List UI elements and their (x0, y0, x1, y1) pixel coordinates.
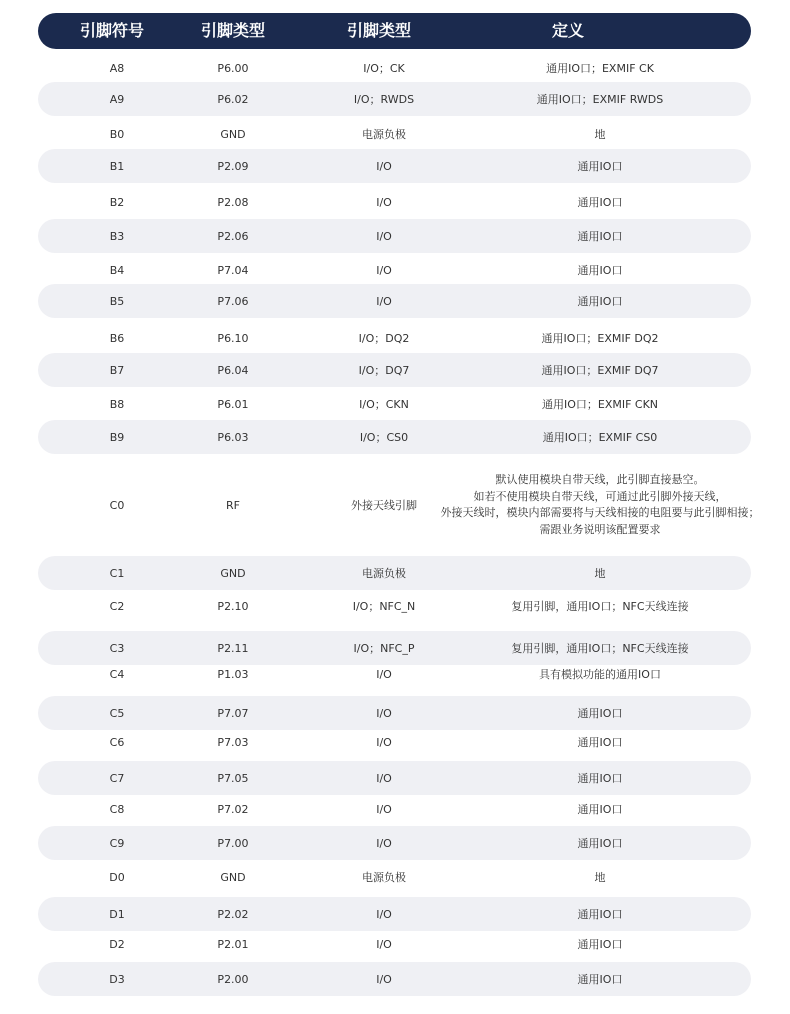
pin-name-cell: P6.02 (217, 92, 249, 106)
pin-name-cell: P6.00 (217, 61, 249, 75)
pin-symbol-cell: C4 (109, 667, 125, 681)
table-row (38, 117, 751, 151)
pin-symbol-cell: D2 (109, 937, 125, 951)
pin-type-cell: I/O (376, 802, 392, 816)
definition-cell (578, 962, 623, 996)
pin-name-cell: P7.04 (217, 263, 249, 277)
pin-type-cell: I/O (376, 263, 392, 277)
definition-cell (542, 387, 658, 421)
pin-symbol-cell: D0 (109, 870, 125, 884)
definition-line: 地 (594, 567, 606, 580)
pin-type-cell: 电源负极 (362, 567, 406, 580)
pin-name-cell: P2.10 (217, 599, 249, 613)
definition-cell (441, 457, 760, 553)
definition-cell (578, 253, 623, 287)
definition-line: 通用IO口 (577, 295, 623, 308)
pin-symbol-cell: C2 (109, 599, 125, 613)
pin-name-cell: P7.02 (217, 802, 249, 816)
definition-cell (543, 420, 658, 454)
definition-cell (578, 149, 623, 183)
table-row (38, 185, 751, 219)
definition-cell (539, 657, 661, 691)
table-row (38, 897, 751, 931)
header-pin-type-2: 引脚类型 (346, 21, 412, 40)
pin-symbol-cell: C0 (109, 498, 125, 512)
table-row (38, 792, 751, 826)
definition-line: 复用引脚，通用IO口；NFC天线连接 (511, 600, 689, 613)
definition-line: 通用IO口 (577, 803, 623, 816)
pin-symbol-cell: C9 (109, 836, 125, 850)
pin-type-cell: I/O (376, 937, 392, 951)
pin-name-cell: P6.04 (217, 363, 249, 377)
table-header (38, 13, 751, 49)
pin-type-cell: I/O；DQ2 (358, 332, 410, 345)
definition-cell (595, 860, 606, 894)
table-row (38, 927, 751, 961)
definition-cell (578, 761, 623, 795)
pin-symbol-cell: B9 (109, 430, 125, 444)
pin-type-cell: I/O (376, 771, 392, 785)
pin-type-cell: I/O (376, 972, 392, 986)
definition-line: 通用IO口 (577, 973, 623, 986)
pin-symbol-cell: B4 (109, 263, 125, 277)
table-row (38, 284, 751, 318)
table-row (38, 321, 751, 355)
pin-symbol-cell: C3 (109, 641, 125, 655)
pin-symbol-cell: C6 (109, 735, 125, 749)
pin-name-cell: P2.06 (217, 229, 249, 243)
pin-symbol-cell: B1 (109, 159, 125, 173)
pin-name-cell: P7.00 (217, 836, 249, 850)
pin-type-cell: I/O；NFC_N (352, 600, 416, 613)
definition-cell (578, 897, 623, 931)
pin-name-cell: P7.03 (217, 735, 249, 749)
table-row (38, 219, 751, 253)
pin-name-cell: RF (226, 498, 240, 512)
pin-name-cell: P7.05 (217, 771, 249, 785)
definition-line: 通用IO口 (577, 772, 623, 785)
definition-line: 通用IO口 (577, 736, 623, 749)
pin-symbol-cell: B7 (109, 363, 125, 377)
table-row (38, 589, 751, 623)
pin-name-cell: P2.01 (217, 937, 249, 951)
definition-line: 通用IO口；EXMIF RWDS (536, 93, 664, 106)
definition-line: 通用IO口；EXMIF CS0 (542, 431, 658, 444)
table-row (38, 420, 751, 454)
pin-symbol-cell: C8 (109, 802, 125, 816)
pin-name-cell: P2.11 (217, 641, 249, 655)
pin-type-cell: I/O；NFC_P (353, 642, 415, 655)
definition-cell (537, 82, 663, 116)
pin-type-cell: I/O (376, 706, 392, 720)
pin-symbol-cell: B5 (109, 294, 125, 308)
definition-line: 地 (594, 128, 606, 141)
definition-line: 通用IO口；EXMIF CK (546, 62, 654, 75)
pin-type-cell: I/O (376, 229, 392, 243)
pin-type-cell: I/O (376, 294, 392, 308)
table-row (38, 387, 751, 421)
pin-type-cell: I/O (376, 195, 392, 209)
definition-line: 通用IO口；EXMIF CKN (541, 398, 659, 411)
pin-symbol-cell: B8 (109, 397, 125, 411)
pin-symbol-cell: B0 (109, 127, 125, 141)
pin-symbol-cell: C7 (109, 771, 125, 785)
pin-name-cell: P6.03 (217, 430, 249, 444)
definition-cell (578, 284, 623, 318)
definition-line: 通用IO口 (577, 938, 623, 951)
definition-line: 通用IO口 (577, 908, 623, 921)
definition-cell (578, 826, 623, 860)
definition-line: 通用IO口 (577, 160, 623, 173)
definition-cell (578, 927, 623, 961)
pin-name-cell: P6.10 (217, 331, 249, 345)
definition-line: 通用IO口 (577, 230, 623, 243)
pin-symbol-cell: D1 (109, 907, 125, 921)
pin-type-cell: I/O (376, 159, 392, 173)
pin-symbol-cell: B6 (109, 331, 125, 345)
table-row (38, 149, 751, 183)
pin-symbol-cell: C1 (109, 566, 125, 580)
definition-line: 外接天线时，模块内部需要将与天线相接的电阻要与此引脚相接； (440, 506, 760, 519)
pin-name-cell: P1.03 (217, 667, 249, 681)
header-pin-symbol: 引脚符号 (79, 21, 145, 40)
pin-name-cell: P7.06 (217, 294, 249, 308)
pin-name-cell: P2.09 (217, 159, 249, 173)
definition-cell (578, 792, 623, 826)
definition-line: 通用IO口 (577, 707, 623, 720)
pin-type-cell: 电源负极 (362, 871, 406, 884)
table-row (38, 353, 751, 387)
definition-cell (595, 117, 606, 151)
pin-name-cell: GND (220, 566, 246, 580)
pin-name-cell: GND (220, 870, 246, 884)
pin-symbol-cell: A8 (109, 61, 125, 75)
definition-line: 默认使用模块自带天线，此引脚直接悬空。 (495, 473, 705, 486)
header-definition: 定义 (551, 21, 585, 40)
pin-type-cell: I/O；CKN (359, 398, 409, 411)
pin-type-cell: 电源负极 (362, 128, 406, 141)
pin-symbol-cell: A9 (109, 92, 125, 106)
definition-line: 需跟业务说明该配置要求 (539, 522, 661, 536)
table-row (38, 51, 751, 85)
pin-type-cell: I/O (376, 836, 392, 850)
pin-type-cell: 外接天线引脚 (351, 499, 417, 512)
definition-line: 通用IO口 (577, 837, 623, 850)
table-row (38, 457, 760, 553)
table-row (38, 761, 751, 795)
pin-type-cell: I/O；CS0 (359, 431, 409, 444)
pin-type-cell: I/O (376, 735, 392, 749)
pin-symbol-cell: B2 (109, 195, 125, 209)
table-row (38, 725, 751, 759)
pin-name-cell: P7.07 (217, 706, 249, 720)
definition-line: 地 (594, 871, 606, 884)
pin-type-cell: I/O (376, 667, 392, 681)
table-row (38, 82, 751, 116)
header-pin-type: 引脚类型 (200, 21, 266, 40)
pin-name-cell: P2.08 (217, 195, 249, 209)
definition-cell (511, 589, 688, 623)
definition-line: 如若不使用模块自带天线，可通过此引脚外接天线， (473, 489, 727, 503)
table-row (38, 657, 751, 691)
table-row (38, 826, 751, 860)
pin-type-cell: I/O；DQ7 (358, 364, 410, 377)
definition-cell (595, 556, 606, 590)
definition-cell (578, 725, 623, 759)
definition-line: 具有模拟功能的通用IO口 (539, 668, 661, 681)
pin-symbol-cell: B3 (109, 229, 125, 243)
table-row (38, 253, 751, 287)
definition-line: 复用引脚，通用IO口；NFC天线连接 (511, 642, 689, 655)
pin-type-cell: I/O；RWDS (353, 93, 415, 106)
definition-cell (578, 219, 623, 253)
definition-cell (546, 51, 654, 85)
pin-type-cell: I/O (376, 907, 392, 921)
table-row (38, 556, 751, 590)
pin-type-cell: I/O；CK (363, 62, 405, 75)
pin-name-cell: P2.00 (217, 972, 249, 986)
pin-name-cell: P6.01 (217, 397, 249, 411)
definition-line: 通用IO口；EXMIF DQ7 (541, 364, 659, 377)
pin-name-cell: P2.02 (217, 907, 249, 921)
definition-cell (578, 185, 623, 219)
pin-symbol-cell: D3 (109, 972, 125, 986)
definition-line: 通用IO口 (577, 264, 623, 277)
definition-line: 通用IO口 (577, 196, 623, 209)
definition-cell (541, 353, 658, 387)
table-row (38, 962, 751, 996)
pin-symbol-cell: C5 (109, 706, 125, 720)
table-row (38, 860, 751, 894)
pin-name-cell: GND (220, 127, 246, 141)
definition-cell (541, 321, 658, 355)
definition-line: 通用IO口；EXMIF DQ2 (541, 332, 659, 345)
